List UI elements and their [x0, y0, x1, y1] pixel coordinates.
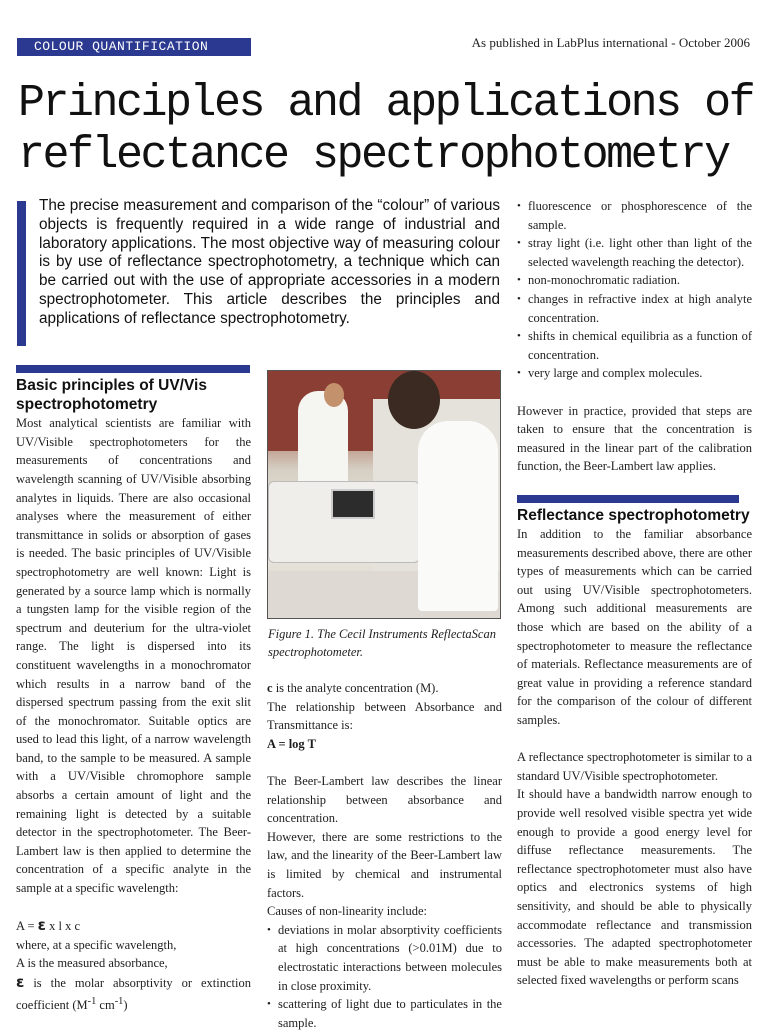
beer-lambert-equation: [16, 916, 251, 936]
body-paragraph: A reflectance spectrophotometer is similar to a standard UV/Visible spectrophotometer.: [517, 750, 752, 783]
bullet-list: [267, 921, 502, 1032]
body-paragraph: In addition to the familiar absorbance measurements described above, there are other types of measurements which can be carried out using UV/Visible spectrophotometers. Among such additional measurements are those which are based on the ability of a spectrophotometer to measure the reflectance of materials. Reflectance measurements are of great value in providing a reference standard for the comparison of the colour of different samples.: [517, 527, 752, 728]
list-item: • very large and complex molecules.: [517, 364, 752, 383]
title-line-2: reflectance spectrophotometry: [18, 130, 729, 181]
body-paragraph: The relationship between Absorbance and Transmittance is:: [267, 699, 502, 733]
section-banner: COLOUR QUANTIFICATION: [17, 38, 251, 56]
definition-text: is the molar absorptivity or extinction coefficient (M: [16, 976, 251, 1012]
body-paragraph: However in practice, provided that steps are taken to ensure that the concentration is measured in the linear part of the calibration function, the Beer-Lambert law applies.: [517, 403, 752, 474]
superscript: -1: [87, 995, 97, 1007]
section-rule: [517, 495, 739, 503]
column-1: [16, 365, 251, 1014]
list-item: • deviations in molar absorptivity coefficients at high concentrations (>0.01M) due to electrostatic interactions between molecules in close proximity.: [267, 921, 502, 995]
variable-c: c: [267, 681, 273, 695]
section-heading-reflectance: Reflectance spectrophotometry: [517, 506, 750, 524]
list-item: • stray light (i.e. light other than light of the selected wavelength reaching the detector).: [517, 234, 752, 271]
definition-text: is the analyte concentration (M).: [272, 681, 439, 695]
list-item: • non-monochromatic radiation.: [517, 271, 752, 290]
figure-caption: Figure 1. The Cecil Instruments ReflectaScan spectrophotometer.: [268, 627, 496, 659]
bullet-list: [517, 197, 752, 383]
column-3: [517, 197, 752, 990]
list-item: • changes in refractive index at high analyte concentration.: [517, 290, 752, 327]
section-rule: [16, 365, 250, 373]
body-paragraph: Most analytical scientists are familiar with UV/Visible spectrophotometers for the measurements of concentrations and wavelength scanning of UV/Visible absorbing analytes in liquids. There are also occasional analyses where the measurement of either transmittance in solids or absorption of gases is needed. The basic principles of UV/Visible spectrophotometry are well known: Light is generated by a source lamp which is normally a tungsten lamp for the visible region of the spectrum and deuterium for the ultra-violet range. The light is dispersed into its constituent wavelengths in a monochromator which results in a narrow band of the dispersed spectrum passing from the exit slit of the monochromator. Suitable optics are used to lead this light, of a narrow wavelength band, to the sample to be measured. A sample with a UV/Visible chromophore sample absorbs a certain amount of light and the remaining light is detected by a suitable detector in the spectrophotometer. The Beer-Lambert law is then applied to determine the concentration of a specific analyte in the sample at a specific wavelength:: [16, 416, 251, 896]
body-line: A is the measured absorbance,: [16, 956, 168, 971]
list-item: • fluorescence or phosphorescence of the sample.: [517, 197, 752, 234]
superscript: -1: [114, 995, 124, 1007]
abstract: The precise measurement and comparison of the “colour” of various objects is frequently required in a wide range of industrial and laboratory applications. The most objective way of measuring colour is by use of reflectance spectrophotometry, a technique which can be carried out with the use of appropriate accessories in a modern spectrophotometer. This article describes the principles and applications of reflectance spectrophotometry.: [39, 197, 500, 327]
absorbance-formula: A = log T: [267, 736, 316, 751]
body-paragraph: The Beer-Lambert law describes the linear relationship between absorbance and concentration.: [267, 773, 502, 826]
publication-note: As published in LabPlus international - October 2006: [471, 35, 750, 50]
equation-part: x l x c: [46, 919, 81, 934]
epsilon-symbol: ε: [16, 973, 25, 991]
body-line: [267, 679, 502, 698]
body-paragraph: However, there are some restrictions to the law, and the linearity of the Beer-Lambert law is limited by chemical and instrumental factors.: [267, 829, 502, 900]
epsilon-symbol: ε: [37, 916, 46, 935]
column-2: [267, 679, 502, 1032]
definition-text: ): [123, 997, 128, 1012]
abstract-accent-bar: [17, 201, 26, 346]
list-item: • scattering of light due to particulates in the sample.: [267, 995, 502, 1032]
section-heading-basic-principles: Basic principles of UV/Vis spectrophotometry: [16, 377, 207, 413]
list-item: • shifts in chemical equilibria as a function of concentration.: [517, 327, 752, 364]
definition-text: cm: [96, 997, 115, 1012]
article-title: [18, 78, 758, 182]
body-line: where, at a specific wavelength,: [16, 937, 177, 952]
body-paragraph: It should have a bandwidth narrow enough to provide well resolved visible spectra yet wide enough to provide a good energy level for diffuse reflectance measurements. The reflectance spectrophotometer must also have optics and electronics systems of high sensitivity, and should be able to physically accommodate reflectance and transmission accessories. The adapted spectrophotometer must be able to make measurements both at selected fixed wavelengths or perform scans: [517, 787, 752, 988]
body-line: Causes of non-linearity include:: [267, 904, 428, 919]
title-line-1: Principles and applications of: [18, 78, 754, 129]
equation-part: A =: [16, 919, 38, 934]
epsilon-definition: [16, 973, 251, 1014]
figure-photo-spectrophotometer: [267, 370, 501, 619]
